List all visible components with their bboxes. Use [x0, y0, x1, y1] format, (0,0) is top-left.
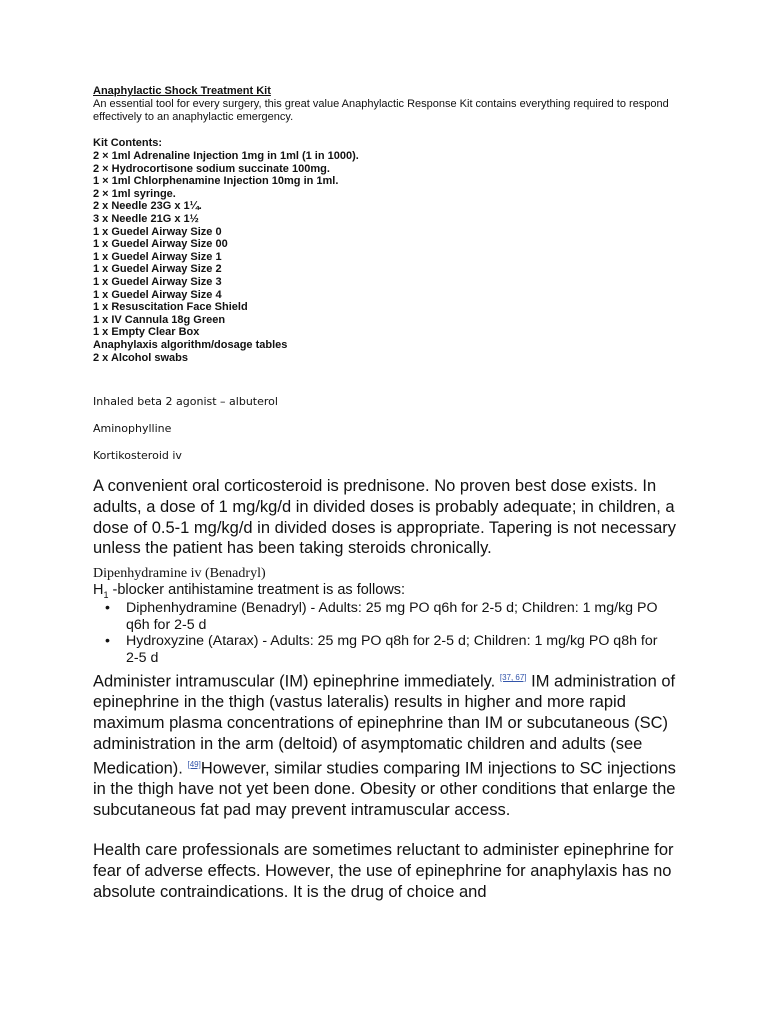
h1-prefix: H — [93, 582, 104, 598]
kit-item: 1 x Guedel Airway Size 00 — [93, 238, 228, 251]
kit-contents-heading: Kit Contents: — [93, 137, 163, 149]
antihistamine-list — [93, 600, 673, 666]
h1-subscript: 1 — [103, 589, 109, 600]
kit-item: 2 x Needle 23G x 1¼. — [93, 200, 202, 213]
kit-item: Anaphylaxis algorithm/dosage tables — [93, 338, 288, 351]
h1-intro-text: -blocker antihistamine treatment is as follows: — [108, 582, 406, 598]
kit-item: 1 x Guedel Airway Size 1 — [93, 250, 222, 263]
kit-item: 2 × 1ml Adrenaline Injection 1mg in 1ml (1 in 1000). — [93, 150, 359, 162]
kit-item: 2 x Alcohol swabs — [93, 351, 188, 364]
kit-item: 1 x Guedel Airway Size 3 — [93, 275, 222, 288]
kit-item: 1 x Guedel Airway Size 4 — [93, 288, 222, 301]
list-item-text: Hydroxyzine (Atarax) - Adults: 25 mg PO q8h for 2-5 d; Children: 1 mg/kg PO q8h for 2-5 d — [126, 633, 658, 666]
list-item — [93, 600, 673, 633]
kit-item: 1 x Empty Clear Box — [93, 326, 200, 339]
im-text-1: Administer intramuscular (IM) epinephrine immediately. — [93, 672, 500, 691]
kit-item: 2 × Hydrocortisone sodium succinate 100mg. — [93, 162, 330, 175]
kit-item: 1 x Guedel Airway Size 2 — [93, 263, 222, 276]
list-item-text: Diphenhydramine (Benadryl) - Adults: 25 mg PO q6h for 2-5 d; Children: 1 mg/kg PO q6h for 2-5 d — [126, 600, 658, 633]
list-item — [93, 633, 673, 666]
prednisone-paragraph: A convenient oral corticosteroid is prednisone. No proven best dose exists. In adults, a dose of 1 mg/kg/d in divided doses is probably adequate; in children, a dose of 0.5-1 mg/kg/d in divided doses is appropriate. Tapering is not necessary unless the patient has been taking steroids chronically. — [93, 477, 677, 558]
kit-item: 3 x Needle 21G x 1½ — [93, 212, 199, 225]
im-epinephrine-paragraph — [93, 668, 683, 821]
health-care-paragraph: Health care professionals are sometimes reluctant to administer epinephrine for fear of adverse effects. However, the use of epinephrine for anaphylaxis has no absolute contraindications. It is the drug of choice and — [93, 841, 674, 901]
heading-beta-agonist: Inhaled beta 2 agonist – albuterol — [93, 395, 278, 408]
kit-description: An essential tool for every surgery, this great value Anaphylactic Response Kit contains everything required to respond effectively to an anaphylactic emergency. — [93, 98, 669, 123]
bullet-icon: • — [105, 600, 110, 616]
kit-item: 2 × 1ml syringe. — [93, 187, 176, 200]
kit-item: 1 × 1ml Chlorphenamine Injection 10mg in 1ml. — [93, 175, 339, 188]
heading-kortikosteroid: Kortikosteroid iv — [93, 449, 182, 462]
kit-contents-list — [93, 150, 693, 364]
kit-item: 1 x IV Cannula 18g Green — [93, 313, 226, 326]
kit-item: 1 x Guedel Airway Size 0 — [93, 225, 222, 238]
kit-title: Anaphylactic Shock Treatment Kit — [93, 85, 271, 97]
dipenhydramine-title: Dipenhydramine iv (Benadryl) — [93, 566, 266, 581]
reference-link-49[interactable]: [49] — [187, 759, 201, 769]
kit-section — [93, 85, 693, 364]
im-text-3: However, similar studies comparing IM injections to SC injections in the thigh have not yet been done. Obesity or other conditions that enlarge the subcutaneous fat pad may prevent intramuscular access. — [93, 759, 676, 819]
reference-link-37-67[interactable]: [37, 67] — [499, 673, 527, 682]
kit-item: 1 x Resuscitation Face Shield — [93, 301, 248, 314]
heading-aminophylline: Aminophylline — [93, 422, 172, 435]
im-text-2: IM administration of epinephrine in the thigh (vastus lateralis) results in higher and more rapid maximum plasma concentrations of epinephrine than IM or subcutaneous (SC) administration in the arm (deltoid) of asymptomatic children and adults (see Medication). — [93, 672, 676, 778]
h1-blocker-intro — [93, 582, 405, 600]
bullet-icon: • — [105, 633, 110, 649]
